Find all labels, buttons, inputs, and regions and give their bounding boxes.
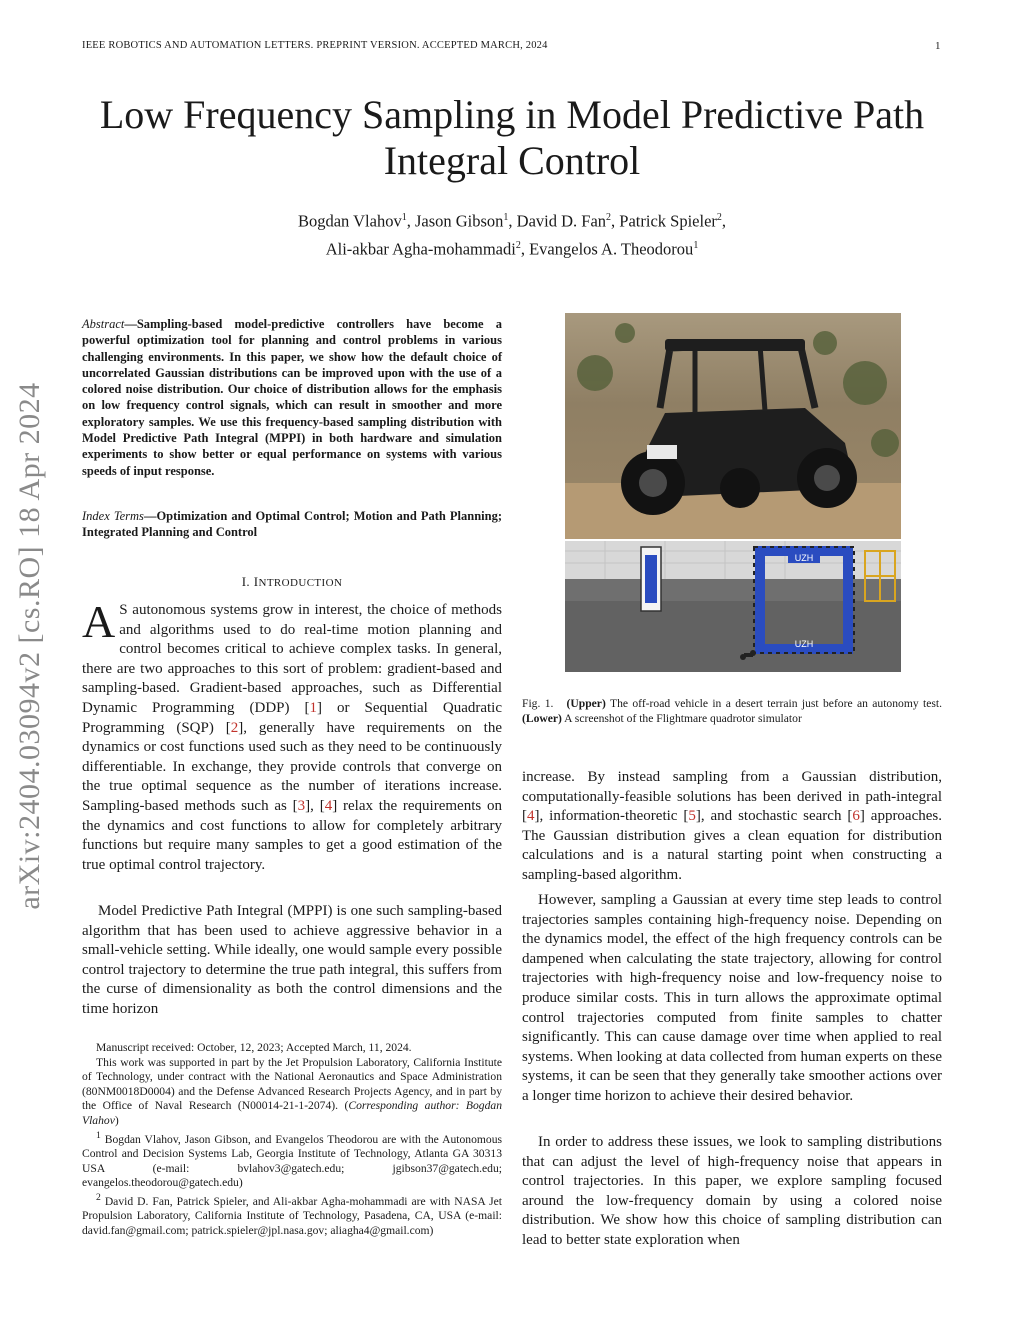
right-paragraph-2: However, sampling a Gaussian at every time step leads to control trajectories samples containing high-frequency noise. Depending on the dynamics model, the effect of the high frequency controls can be dampened when calculating the state trajectory, allowing for control trajectories with high-frequency noise and low-frequency noise to produce similar costs. This in turn allows the approximate optimal control trajectories computed from finite samples to chatter significantly. This can cause damage over time when applied to real systems. When looking at data collected from human experts on these systems, it can be seen that they generally take smoother actions over a longer time horizon to achieve their desired behavior. [522, 892, 942, 1104]
intro-paragraph-1: A S autonomous systems grow in interest, the choice of methods and algorithms used to do real-time motion planning and control becomes critical to achieve complex tasks. In general, there are two approaches to this sort of problem: gradient-based and sampling-based. Gradient-based approaches, such as Differential Dynamic Programming (DDP) [1] or Sequential Quadratic Programming (SQP) [2], generally have requirements on the dynamics or cost functions used such as they need to be continuously differentiable. In exchange, they provide controls that converge on the true optimal sequence as the number of iterations increase. Sampling-based methods such as [3], [4] relax the requirements on the dynamics and cost functions to allow for completely arbitrary functions but require many samples to get a good estimation of the true optimal control trajectory. [82, 596, 502, 873]
gate-label-top: UZH [794, 553, 814, 563]
drop-cap: A [82, 596, 116, 647]
author: Patrick Spieler [619, 211, 717, 231]
index-terms-text: —Optimization and Optimal Control; Motion and Path Planning; Integrated Planning and Control [82, 509, 503, 540]
author-list: Bogdan Vlahov$^1$, Jason Gibson$^1$, David D. Fan$^2$, Patrick Spieler$^2$, Ali-akbar Agha-mohammadi$^2$, Evangelos A. Theodorou$^1$ [297, 211, 727, 258]
author: Evangelos A. Theodorou [529, 239, 694, 258]
abstract [82, 316, 502, 479]
citation-link[interactable]: 6 [852, 808, 860, 825]
citation-link[interactable]: 2 [230, 719, 239, 736]
footnotes [82, 1041, 502, 1238]
intro-paragraph-2: Model Predictive Path Integral (MPPI) is one such sampling-based algorithm that has been used to achieve aggressive behavior in a small-vehicle setting. While ideally, one would sample every possible control trajectory to determine the true path integral, this suffers from the curse of dimensionality as both the control dimensions and the time horizon [82, 903, 502, 1017]
figure-offroad-vehicle-photo [565, 313, 901, 539]
arxiv-id: arXiv:2404.03094v2 [cs.RO] 18 Apr 2024 [13, 382, 46, 910]
section-heading-introduction: I. INTRODUCTION [241, 574, 343, 589]
index-terms [82, 508, 502, 541]
author: Bogdan Vlahov [297, 211, 402, 231]
figure-flightmare-simulator-screenshot [565, 541, 901, 672]
footnote-support: This work was supported in part by the Jet Propulsion Laboratory, California Institute of Technology, under contract with the National Aeronautics and Space Administration (80NM0018D0004) and the Defense Advanced Research Projects Agency, and in part by the Office of Naval Research (N00014-21-1-2074). (Corresponding author: Bogdan Vlahov) [82, 1055, 502, 1127]
citation-link[interactable]: 3 [297, 797, 306, 814]
figure-caption: Fig. 1. (Upper) The off-road vehicle in a desert terrain just before an autonomy test. (Lower) A screenshot of the Flightmare quadrotor simulator [522, 697, 943, 725]
footnote-received: Manuscript received: October, 12, 2023; Accepted March, 11, 2024. [96, 1041, 412, 1054]
author: Jason Gibson [414, 211, 504, 231]
paper-title: Low Frequency Sampling in Model Predictive Path Integral Control [99, 92, 925, 183]
right-paragraph-3: In order to address these issues, we look to sampling distributions that can adjust the level of high-frequency noise that appears in control trajectories. In this paper, we explore sampling focused around the low-frequency domain by using a colored noise distribution. We show how this choice of sampling distribution can lead to better state exploration when [522, 1134, 942, 1248]
figure-number: Fig. 1. [522, 697, 554, 710]
citation-link[interactable]: 1 [309, 699, 318, 716]
citation-link[interactable]: 4 [324, 797, 333, 814]
author: David D. Fan [516, 211, 607, 231]
index-terms-label: Index Terms [82, 509, 144, 523]
page-number: 1 [935, 40, 941, 52]
gate-label-bottom: UZH [794, 639, 814, 649]
running-header: IEEE ROBOTICS AND AUTOMATION LETTERS. PREPRINT VERSION. ACCEPTED MARCH, 2024 [82, 40, 548, 51]
footnote-affiliation-2: $^2$ David D. Fan, Patrick Spieler, and Ali-akbar Agha-mohammadi are with NASA Jet Propulsion Laboratory, California Institute of Technology, Pasadena, CA, USA (e-mail: david.fan@gmail.com; patrick.spieler@jpl.nasa.gov; aliagha4@gmail.com) [82, 1191, 502, 1237]
citation-link[interactable]: 5 [688, 808, 696, 825]
right-paragraph-1: increase. By instead sampling from a Gaussian distribution, computationally-feasible solutions has been derived in path-integral [4], information-theoretic [5], and stochastic search [6] approaches. The Gaussian distribution gives a clean equation for distribution calculations and is a natural starting point when constructing a sampling-based algorithm. [522, 769, 942, 883]
author: Ali-akbar Agha-mohammadi [325, 239, 516, 258]
abstract-text: —Sampling-based model-predictive controllers have become a powerful optimization tool for planning and control problems in various challenging environments. In this paper, we show how the default choice of uncorrelated Gaussian distributions can be improved upon with the use of a colored noise distribution. Our choice of distribution allows for the emphasis on low frequency control signals, which can result in smoother and more exploratory samples. We use this frequency-based sampling distribution with Model Predictive Path Integral (MPPI) in both hardware and simulation experiments to show better or equal performance on systems with various speeds of input response. [82, 317, 502, 478]
footnote-affiliation-1: $^1$ Bogdan Vlahov, Jason Gibson, and Evangelos Theodorou are with the Autonomous Control and Decision Systems Lab, Georgia Institute of Technology, Atlanta GA 30313 USA (e-mail: bvlahov3@gatech.edu; jgibson37@gatech.edu; evangelos.theodorou@gatech.edu) [82, 1129, 502, 1190]
arxiv-watermark [0, 348, 60, 944]
abstract-label: Abstract [82, 317, 125, 331]
citation-link[interactable]: 4 [527, 808, 535, 825]
